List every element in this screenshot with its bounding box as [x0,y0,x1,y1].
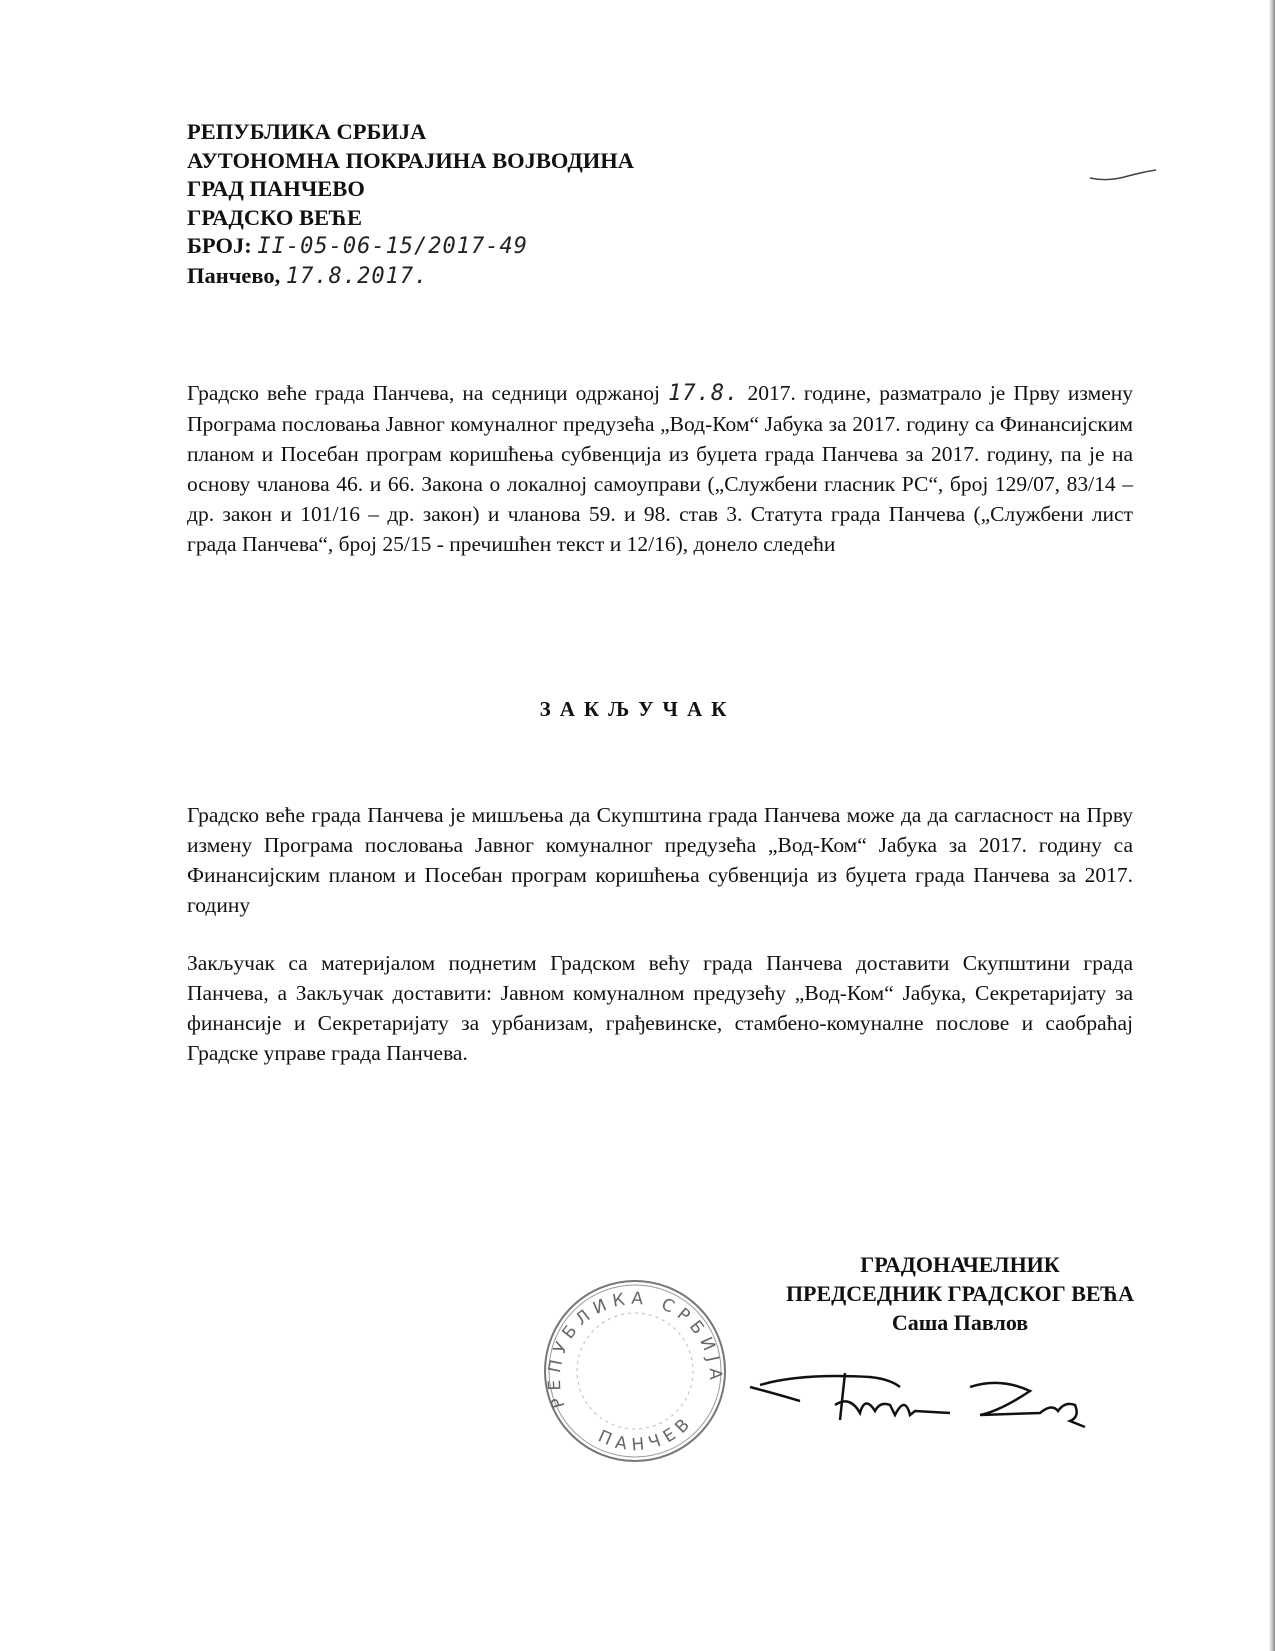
preamble-rest: 2017. године, разматрало је Прву измену Програма пословања Јавног комуналног предузећа „Вод-Ком“ Јабука за 2017. годину са Финансијским планом и Посебан програм коришћења субвенција из буџета града Панчева за 2017. годину, па је на основу чланова 46. и 66. Закона о локалној самоуправи („Службени гласник РС“, број 129/07, 83/14 – др. закон и 101/16 – др. закон) и чланова 59. и 98. став 3. Статута града Панчева („Службени лист града Панчева“, број 25/15 - пречишћен текст и 12/16), донело следећи [187,381,1134,556]
handwritten-signature [740,1365,1120,1440]
signatory-name: Саша Павлов [891,1310,1029,1335]
stamp-outer-text: РЕПУБЛИКА СРБИЈА [544,1288,726,1411]
preamble-paragraph [187,378,1133,559]
date-value: 17.8.2017. [285,263,429,289]
signature-block [760,1250,1160,1337]
header-country: РЕПУБЛИКА СРБИЈА [187,119,427,144]
place-label: Панчево, [187,262,281,288]
pen-mark [1088,166,1158,191]
signatory-title-president: ПРЕДСЕДНИК ГРАДСКОГ ВЕЋА [785,1281,1135,1306]
header-council: ГРАДСКО ВЕЋЕ [187,204,363,230]
delivery-paragraph: Закључак са материјалом поднетим Градском већу града Панчева доставити Скупштини града Панчева, а Закључак доставити: Јавном комуналном предузећу „Вод-Ком“ Јабука, Секретаријату за финансије и Секретаријату за урбанизам, грађевинске, стамбено-комуналне послове и саобраћај Градске управе града Панчева. [187,951,1133,1065]
header-number [187,232,634,262]
header-province: АУТОНОМНА ПОКРАЈИНА ВОЈВОДИНА [187,147,635,173]
session-date: 17.8. [668,381,740,406]
official-stamp [540,1276,730,1471]
number-value: II-05-06-15/2017-49 [257,234,529,259]
number-label: БРОЈ: [187,233,252,258]
signatory-title-mayor: ГРАДОНАЧЕЛНИК [860,1252,1060,1277]
header-city: ГРАД ПАНЧЕВО [187,176,365,201]
preamble-start: Градско веће града Панчева, на седници одржаној [187,381,661,405]
conclusion-paragraph: Градско веће града Панчева је мишљења да Скупштина града Панчева може да да сагласност на Прву измену Програма пословања Јавног комуналног предузећа „Вод-Ком“ Јабука за 2017. годину са Финансијским планом и Посебан програм коришћења субвенција из буџета града Панчева за 2017. годину [187,803,1133,917]
document-header [187,118,634,291]
scan-edge [1269,0,1275,1651]
stamp-bottom-text: ПАНЧЕВ [595,1410,699,1456]
document-title: ЗАКЉУЧАК [539,697,736,721]
header-place-date [187,262,634,292]
